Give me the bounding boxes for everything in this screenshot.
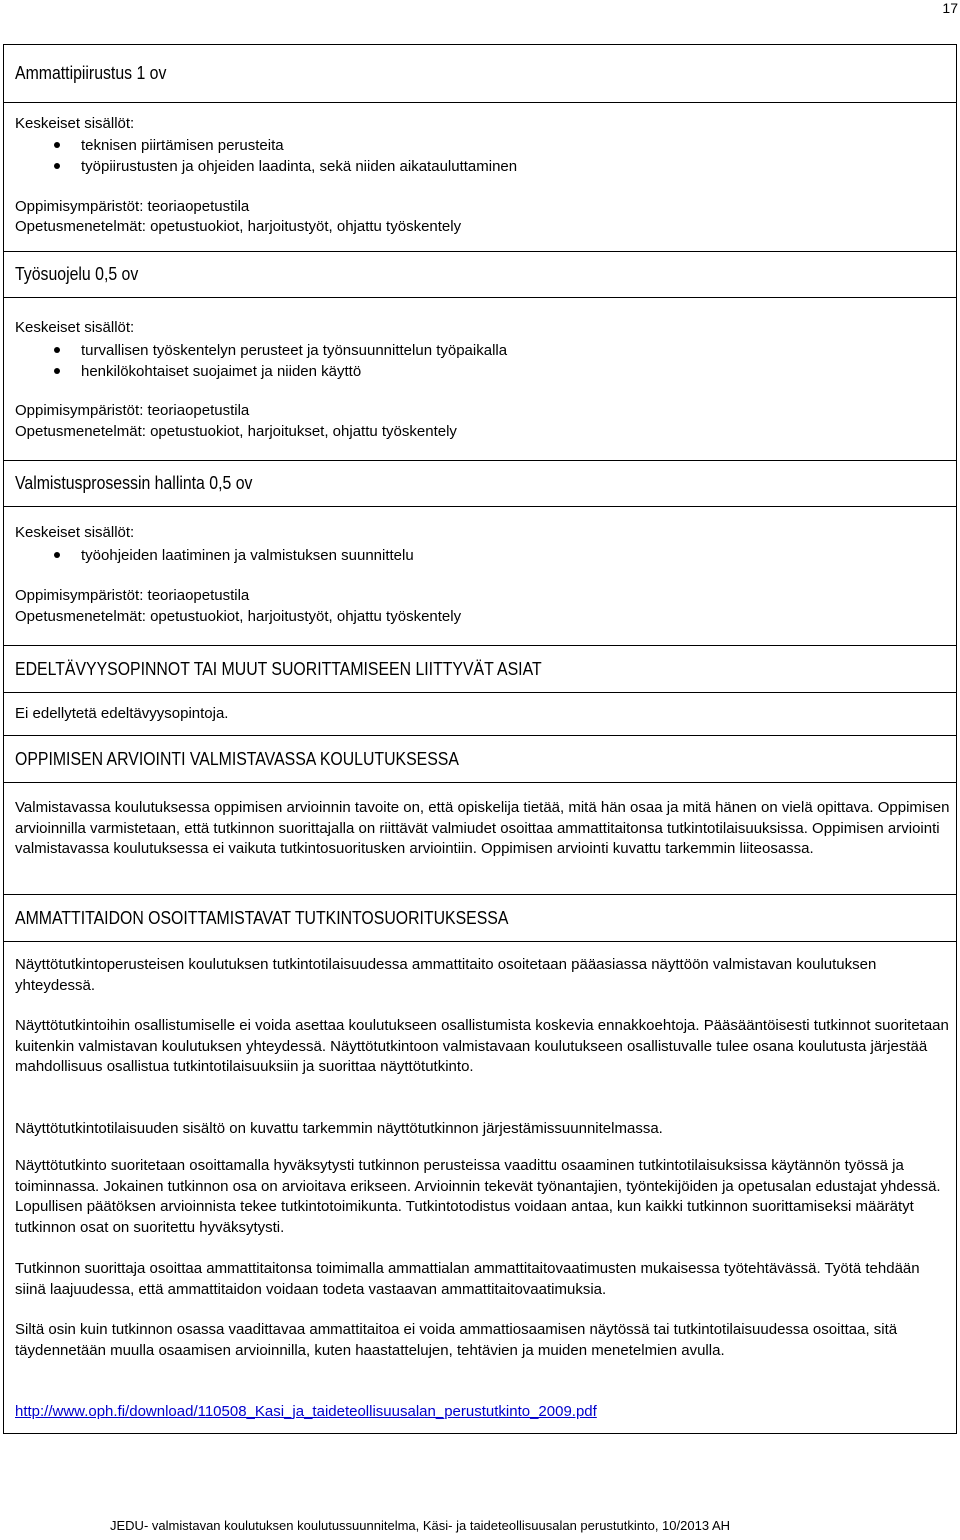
section-title: OPPIMISEN ARVIOINTI VALMISTAVASSA KOULUTUKSESSA [15,748,459,769]
section-title: Valmistusprosessin hallinta 0,5 ov [15,473,253,493]
paragraph: Siltä osin kuin tutkinnon osassa vaadittavaa ammattitaitoa ei voida ammattiosaamisen näytössä tai tutkintotilaisuudessa osoittaa, sitä täydennetään muulla osaamisen arvioinnilla, kuten haastattelujen, tehtävien ja muiden menetelmien avulla. [15,1321,898,1359]
paragraph: Näyttötutkinto suoritetaan osoittamalla hyväksytysti tutkinnon perusteissa vaadittu osaaminen tutkintotilaisuksissa käytännön työssä ja toiminnassa. Jokainen tutkinnon osa on arvioitava erikseen. Arvioinnin tekevät työnantajien, työntekijöiden ja opetusalan edustajat yhdessä. Lopullisen päätöksen arvioinnista tekee tutkintotoimikunta. Tutkintotodistus voidaan antaa, kun kaikki tutkinnon suorittamiseksi määrätyt tutkinnon osat on suoritettu hyväksytysti. [15,1157,941,1236]
list-item: työpiirustusten ja ohjeiden laadinta, sekä niiden aikatauluttaminen [15,156,517,177]
section-title: AMMATTITAIDON OSOITTAMISTAVAT TUTKINTOSUORITUKSESSA [15,907,509,928]
content-list [15,135,517,177]
environment-line: Oppimisympäristöt: teoriaopetustila [15,587,250,604]
paragraph: Näyttötutkintoihin osallistumiselle ei voida asettaa koulutukseen osallistumista koskevia ennakkoehtoja. Pääsääntöisesti tutkinnot suoritetaan kuitenkin valmistavan koulutuksen yhteydessä. Näyttötutkintoon valmistavaan koulutukseen osallistuvalle tulee osana koulutusta järjestää mahdollisuus osallistua tutkintotilaisuuksiin ja suorittaa näyttötutkinto. [15,1017,949,1075]
content-list [15,545,414,566]
section-heading-ammattitaidon-osoittaminen [4,894,956,942]
list-item: teknisen piirtämisen perusteita [15,135,517,156]
page-number: 17 [942,0,958,16]
reference-link[interactable]: http://www.oph.fi/download/110508_Kasi_ja_taideteollisuusalan_perustutkinto_2009.pdf [15,1403,597,1420]
section-heading-valmistusprosessi [4,460,956,507]
methods-line: Opetusmenetelmät: opetustuokiot, harjoitustyöt, ohjattu työskentely [15,218,462,235]
paragraph: Tutkinnon suorittaja osoittaa ammattitaitonsa toimimalla ammattialan ammattitaitovaatimusten mukaisessa työtehtävässä. Työtä tehdään siinä laajuudessa, että ammattitaidon voidaan todeta vastaavan ammattitaitovaatimuksia. [15,1260,920,1298]
environment-line: Oppimisympäristöt: teoriaopetustila [15,198,250,215]
methods-line: Opetusmenetelmät: opetustuokiot, harjoitukset, ohjattu työskentely [15,423,457,440]
page-footer: JEDU- valmistavan koulutuksen koulutussuunnitelma, Käsi- ja taideteollisuusalan perustutkinto, 10/2013 AH [110,1518,731,1533]
content-label: Keskeiset sisällöt: [15,524,135,541]
section-heading-tyosuojelu [4,251,956,298]
reference-link-row [15,1402,597,1422]
paragraph: Näyttötutkintoperusteisen koulutuksen tutkintotilaisuudessa ammattitaito osoitetaan pääasiassa näyttöön valmistavan koulutuksen yhteydessä. [15,956,877,994]
prerequisite-text: Ei edellytetä edeltävyysopintoja. [15,705,229,722]
content-list [15,340,507,382]
section-heading-oppimisen-arviointi [4,735,956,783]
section-title: Ammattipiirustus 1 ov [15,63,167,83]
list-item: työohjeiden laatiminen ja valmistuksen suunnittelu [15,545,414,566]
assessment-paragraph: Valmistavassa koulutuksessa oppimisen arvioinnin tavoite on, että opiskelija tietää, mitä hän osaa ja mitä hänen on vielä opittava. Oppimisen arvioinnilla varmistetaan, että tutkinnon suorittajalla on riittävät valmiudet osoittaa ammattitaitonsa tutkintotilaisuuksissa. Oppimisen arviointi valmistavassa koulutuksessa ei vaikuta tutkintosuoritusken arviointiin. Oppimisen arviointi kuvattu tarkemmin liiteosassa. [15,799,950,857]
document-frame [3,44,957,1434]
section-title: Työsuojelu 0,5 ov [15,264,139,284]
list-item: turvallisen työskentelyn perusteet ja työnsuunnittelun työpaikalla [15,340,507,361]
content-label: Keskeiset sisällöt: [15,319,135,336]
paragraph: Näyttötutkintotilaisuuden sisältö on kuvattu tarkemmin näyttötutkinnon järjestämissuunnitelmassa. [15,1120,663,1137]
section-title: EDELTÄVYYSOPINNOT TAI MUUT SUORITTAMISEEN LIITTYVÄT ASIAT [15,658,542,679]
content-label: Keskeiset sisällöt: [15,115,135,132]
section-heading-edeltavyysopinnot [4,645,956,693]
environment-line: Oppimisympäristöt: teoriaopetustila [15,402,250,419]
list-item: henkilökohtaiset suojaimet ja niiden käyttö [15,361,507,382]
section-heading-ammattipiirustus [4,45,956,103]
methods-line: Opetusmenetelmät: opetustuokiot, harjoitustyöt, ohjattu työskentely [15,608,462,625]
